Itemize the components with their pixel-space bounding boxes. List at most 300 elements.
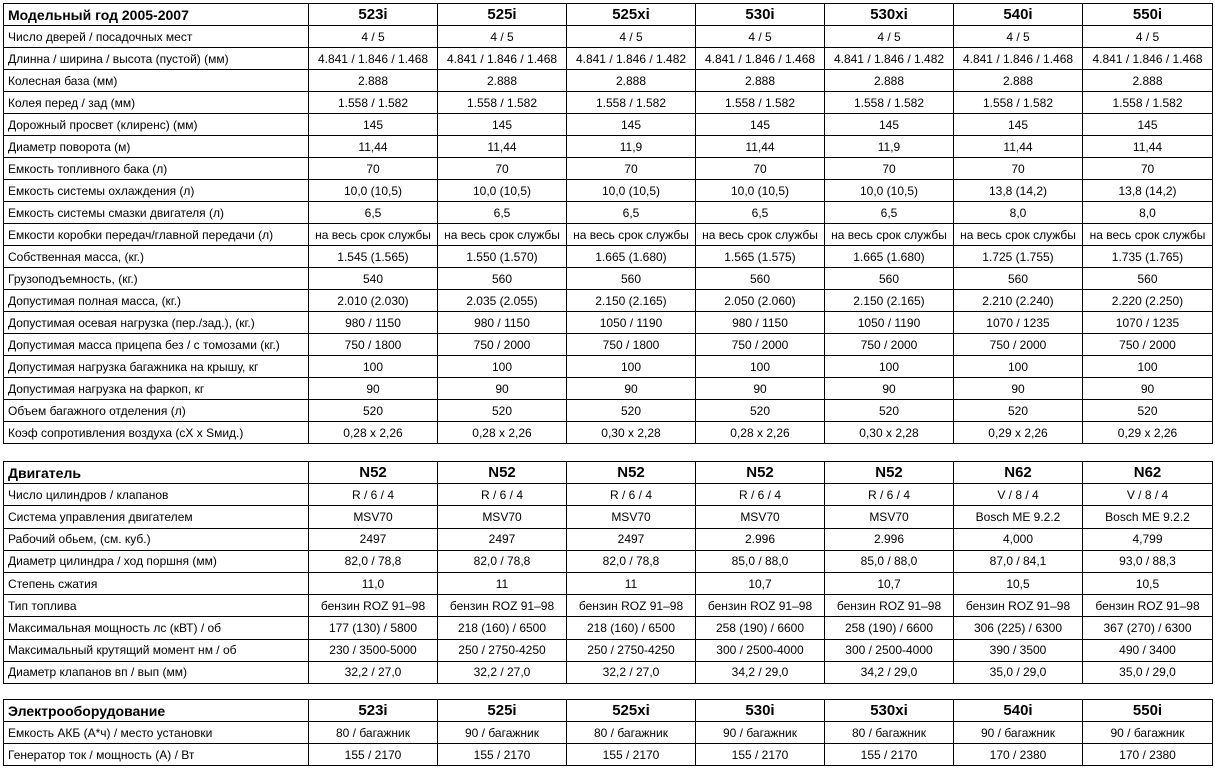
value-cell: 520 [438, 400, 567, 422]
table-row [4, 572, 1213, 594]
value-cell: 560 [825, 268, 954, 290]
value-cell: 390 / 3500 [954, 639, 1083, 661]
value-cell: бензин ROZ 91–98 [1083, 595, 1213, 617]
value-cell: 34,2 / 29,0 [825, 661, 954, 683]
row-label: Максимальная мощность лс (кВТ) / об [4, 617, 309, 639]
value-cell: 8,0 [954, 202, 1083, 224]
value-cell: 0,29 x 2,26 [954, 422, 1083, 444]
model-header-cell: 530i [696, 700, 825, 722]
model-header-cell: 530xi [825, 700, 954, 722]
value-cell: 100 [825, 356, 954, 378]
value-cell: 82,0 / 78,8 [438, 550, 567, 572]
row-label: Емкость АКБ (А*ч) / место установки [4, 722, 309, 744]
value-cell: 145 [696, 114, 825, 136]
value-cell: 145 [825, 114, 954, 136]
value-cell: бензин ROZ 91–98 [696, 595, 825, 617]
row-label: Емкость системы охлаждения (л) [4, 180, 309, 202]
value-cell: 1.545 (1.565) [309, 246, 438, 268]
value-cell: 155 / 2170 [438, 744, 567, 766]
row-label: Емкости коробки передач/главной передачи (л) [4, 224, 309, 246]
value-cell: 980 / 1150 [309, 312, 438, 334]
value-cell: MSV70 [825, 506, 954, 528]
value-cell: 80 / багажник [825, 722, 954, 744]
row-label: Допустимая масса прицепа без / с томозами (кг.) [4, 334, 309, 356]
value-cell: 100 [567, 356, 696, 378]
value-cell: 4,000 [954, 528, 1083, 550]
value-cell: 4.841 / 1.846 / 1.482 [825, 48, 954, 70]
value-cell: 90 [825, 378, 954, 400]
value-cell: 2.050 (2.060) [696, 290, 825, 312]
row-label: Грузоподъемность, (кг.) [4, 268, 309, 290]
value-cell: 32,2 / 27,0 [567, 661, 696, 683]
value-cell: 218 (160) / 6500 [567, 617, 696, 639]
value-cell: 11,44 [309, 136, 438, 158]
value-cell: 2.150 (2.165) [825, 290, 954, 312]
value-cell: 100 [309, 356, 438, 378]
value-cell: R / 6 / 4 [696, 484, 825, 506]
value-cell: 145 [954, 114, 1083, 136]
value-cell: 10,0 (10,5) [696, 180, 825, 202]
value-cell: 4.841 / 1.846 / 1.468 [309, 48, 438, 70]
value-cell: 90 [1083, 378, 1213, 400]
model-header-cell: 550i [1083, 700, 1213, 722]
row-label: Емкость топливного бака (л) [4, 158, 309, 180]
value-cell: 750 / 2000 [825, 334, 954, 356]
value-cell: 155 / 2170 [696, 744, 825, 766]
model-header-cell: 540i [954, 4, 1083, 26]
value-cell: 11,44 [438, 136, 567, 158]
value-cell: на весь срок службы [1083, 224, 1213, 246]
value-cell: на весь срок службы [825, 224, 954, 246]
value-cell: 35,0 / 29,0 [1083, 661, 1213, 683]
row-label: Система управления двигателем [4, 506, 309, 528]
row-label: Допустимая полная масса, (кг.) [4, 290, 309, 312]
value-cell: 2.888 [567, 70, 696, 92]
value-cell: 1.725 (1.755) [954, 246, 1083, 268]
value-cell: 4.841 / 1.846 / 1.468 [696, 48, 825, 70]
table-row [4, 595, 1213, 617]
model-header-cell: 530i [696, 4, 825, 26]
value-cell: 90 [309, 378, 438, 400]
model-header-cell: N52 [825, 462, 954, 484]
value-cell: 100 [696, 356, 825, 378]
value-cell: 6,5 [825, 202, 954, 224]
value-cell: 145 [309, 114, 438, 136]
value-cell: 80 / багажник [567, 722, 696, 744]
value-cell: 1.565 (1.575) [696, 246, 825, 268]
table-row [4, 617, 1213, 639]
value-cell: 11 [567, 572, 696, 594]
table-row [4, 224, 1213, 246]
table-row [4, 356, 1213, 378]
value-cell: 4 / 5 [438, 26, 567, 48]
table-row [4, 70, 1213, 92]
value-cell: 520 [567, 400, 696, 422]
value-cell: 520 [696, 400, 825, 422]
value-cell: 0,28 x 2,26 [438, 422, 567, 444]
value-cell: 1.558 / 1.582 [954, 92, 1083, 114]
table-row [4, 268, 1213, 290]
value-cell: 170 / 2380 [954, 744, 1083, 766]
value-cell: 250 / 2750-4250 [567, 639, 696, 661]
value-cell: 177 (130) / 5800 [309, 617, 438, 639]
value-cell: 520 [825, 400, 954, 422]
row-label: Дорожный просвет (клиренс) (мм) [4, 114, 309, 136]
value-cell: бензин ROZ 91–98 [309, 595, 438, 617]
value-cell: 560 [438, 268, 567, 290]
value-cell: 490 / 3400 [1083, 639, 1213, 661]
value-cell: 230 / 3500-5000 [309, 639, 438, 661]
value-cell: 6,5 [438, 202, 567, 224]
value-cell: 6,5 [567, 202, 696, 224]
model-header-cell: N62 [954, 462, 1083, 484]
value-cell: 750 / 1800 [567, 334, 696, 356]
value-cell: 2.035 (2.055) [438, 290, 567, 312]
model-header-cell: N52 [696, 462, 825, 484]
value-cell: 90 [954, 378, 1083, 400]
row-label: Диаметр цилиндра / ход поршня (мм) [4, 550, 309, 572]
table-row [4, 114, 1213, 136]
value-cell: на весь срок службы [567, 224, 696, 246]
value-cell: 2497 [567, 528, 696, 550]
value-cell: 750 / 2000 [1083, 334, 1213, 356]
value-cell: 1.558 / 1.582 [696, 92, 825, 114]
model-header-cell: N52 [438, 462, 567, 484]
value-cell: 70 [954, 158, 1083, 180]
model-header-cell: 540i [954, 700, 1083, 722]
table-row [4, 661, 1213, 683]
table-row [4, 158, 1213, 180]
value-cell: 2.996 [825, 528, 954, 550]
row-label: Диаметр клапанов вп / вып (мм) [4, 661, 309, 683]
model-header-cell: 525i [438, 700, 567, 722]
model-header-cell: 523i [309, 4, 438, 26]
value-cell: 258 (190) / 6600 [696, 617, 825, 639]
value-cell: 0,30 x 2,28 [825, 422, 954, 444]
value-cell: V / 8 / 4 [954, 484, 1083, 506]
row-label: Колея перед / зад (мм) [4, 92, 309, 114]
value-cell: 0,30 x 2,28 [567, 422, 696, 444]
engine-header-row [4, 462, 1213, 484]
value-cell: 218 (160) / 6500 [438, 617, 567, 639]
value-cell: 32,2 / 27,0 [309, 661, 438, 683]
table-row [4, 312, 1213, 334]
row-label: Число дверей / посадочных мест [4, 26, 309, 48]
value-cell: R / 6 / 4 [825, 484, 954, 506]
value-cell: Bosch ME 9.2.2 [954, 506, 1083, 528]
table-row [4, 92, 1213, 114]
row-label: Допустимая осевая нагрузка (пер./зад.), (кг.) [4, 312, 309, 334]
value-cell: 1050 / 1190 [567, 312, 696, 334]
value-cell: 100 [438, 356, 567, 378]
table-row [4, 506, 1213, 528]
value-cell: 4 / 5 [309, 26, 438, 48]
value-cell: бензин ROZ 91–98 [438, 595, 567, 617]
value-cell: 2497 [438, 528, 567, 550]
value-cell: 1.558 / 1.582 [567, 92, 696, 114]
value-cell: 980 / 1150 [438, 312, 567, 334]
value-cell: 0,28 x 2,26 [696, 422, 825, 444]
value-cell: 2.888 [825, 70, 954, 92]
value-cell: 90 / багажник [696, 722, 825, 744]
value-cell: 540 [309, 268, 438, 290]
table-row [4, 639, 1213, 661]
model-header-cell: 525xi [567, 4, 696, 26]
row-label: Рабочий обьем, (см. куб.) [4, 528, 309, 550]
value-cell: 170 / 2380 [1083, 744, 1213, 766]
table-row [4, 422, 1213, 444]
value-cell: 70 [567, 158, 696, 180]
value-cell: 8,0 [1083, 202, 1213, 224]
value-cell: 300 / 2500-4000 [696, 639, 825, 661]
value-cell: 90 / багажник [438, 722, 567, 744]
value-cell: 520 [309, 400, 438, 422]
value-cell: 4 / 5 [567, 26, 696, 48]
value-cell: 70 [696, 158, 825, 180]
value-cell: 750 / 2000 [438, 334, 567, 356]
value-cell: 80 / багажник [309, 722, 438, 744]
value-cell: 520 [1083, 400, 1213, 422]
value-cell: Bosch ME 9.2.2 [1083, 506, 1213, 528]
model-header-cell: N62 [1083, 462, 1213, 484]
value-cell: MSV70 [309, 506, 438, 528]
value-cell: 11,9 [567, 136, 696, 158]
value-cell: MSV70 [438, 506, 567, 528]
value-cell: 4 / 5 [954, 26, 1083, 48]
row-label: Степень сжатия [4, 572, 309, 594]
value-cell: 93,0 / 88,3 [1083, 550, 1213, 572]
model-header-cell: 523i [309, 700, 438, 722]
value-cell: MSV70 [567, 506, 696, 528]
model-header-cell: 525i [438, 4, 567, 26]
table-row [4, 400, 1213, 422]
value-cell: 4,799 [1083, 528, 1213, 550]
value-cell: 2.888 [696, 70, 825, 92]
value-cell: 6,5 [696, 202, 825, 224]
row-label: Число цилиндров / клапанов [4, 484, 309, 506]
value-cell: 100 [1083, 356, 1213, 378]
value-cell: 1.558 / 1.582 [438, 92, 567, 114]
value-cell: 2.888 [438, 70, 567, 92]
value-cell: 32,2 / 27,0 [438, 661, 567, 683]
value-cell: 750 / 1800 [309, 334, 438, 356]
row-label: Генератор ток / мощность (А) / Вт [4, 744, 309, 766]
value-cell: R / 6 / 4 [309, 484, 438, 506]
value-cell: 70 [1083, 158, 1213, 180]
value-cell: 560 [954, 268, 1083, 290]
row-label: Емкость системы смазки двигателя (л) [4, 202, 309, 224]
value-cell: 0,29 x 2,26 [1083, 422, 1213, 444]
value-cell: 1.558 / 1.582 [309, 92, 438, 114]
value-cell: 90 / багажник [1083, 722, 1213, 744]
value-cell: 4.841 / 1.846 / 1.482 [567, 48, 696, 70]
value-cell: 10,5 [954, 572, 1083, 594]
value-cell: 11,9 [825, 136, 954, 158]
value-cell: 1.550 (1.570) [438, 246, 567, 268]
value-cell: 145 [567, 114, 696, 136]
value-cell: 4.841 / 1.846 / 1.468 [438, 48, 567, 70]
row-label: Максимальный крутящий момент нм / об [4, 639, 309, 661]
value-cell: 750 / 2000 [954, 334, 1083, 356]
value-cell: 2.888 [309, 70, 438, 92]
value-cell: на весь срок службы [954, 224, 1083, 246]
value-cell: 4 / 5 [825, 26, 954, 48]
value-cell: 1.558 / 1.582 [825, 92, 954, 114]
general-specs-table [3, 3, 1213, 444]
value-cell: 10,0 (10,5) [567, 180, 696, 202]
value-cell: 750 / 2000 [696, 334, 825, 356]
engine-specs-table [3, 461, 1213, 684]
value-cell: 100 [954, 356, 1083, 378]
value-cell: 85,0 / 88,0 [696, 550, 825, 572]
value-cell: 4 / 5 [1083, 26, 1213, 48]
row-label: Диаметр поворота (м) [4, 136, 309, 158]
value-cell: 13,8 (14,2) [1083, 180, 1213, 202]
table-row [4, 528, 1213, 550]
value-cell: MSV70 [696, 506, 825, 528]
value-cell: 10,7 [696, 572, 825, 594]
value-cell: бензин ROZ 91–98 [567, 595, 696, 617]
value-cell: R / 6 / 4 [438, 484, 567, 506]
value-cell: 4.841 / 1.846 / 1.468 [954, 48, 1083, 70]
table-row [4, 26, 1213, 48]
value-cell: 70 [438, 158, 567, 180]
table-row [4, 136, 1213, 158]
row-label: Допустимая нагрузка багажника на крышу, кг [4, 356, 309, 378]
value-cell: 2.210 (2.240) [954, 290, 1083, 312]
table-row [4, 202, 1213, 224]
value-cell: 10,5 [1083, 572, 1213, 594]
value-cell: 1070 / 1235 [1083, 312, 1213, 334]
value-cell: 1050 / 1190 [825, 312, 954, 334]
value-cell: 306 (225) / 6300 [954, 617, 1083, 639]
value-cell: 155 / 2170 [309, 744, 438, 766]
row-label: Собственная масса, (кг.) [4, 246, 309, 268]
table-row [4, 484, 1213, 506]
value-cell: 1.665 (1.680) [825, 246, 954, 268]
value-cell: 87,0 / 84,1 [954, 550, 1083, 572]
value-cell: 2.888 [954, 70, 1083, 92]
table-row [4, 246, 1213, 268]
section-title: Двигатель [4, 462, 309, 484]
value-cell: 980 / 1150 [696, 312, 825, 334]
value-cell: на весь срок службы [438, 224, 567, 246]
table-row [4, 722, 1213, 744]
value-cell: 10,0 (10,5) [825, 180, 954, 202]
value-cell: 2.888 [1083, 70, 1213, 92]
row-label: Длинна / ширина / высота (пустой) (мм) [4, 48, 309, 70]
table-row [4, 334, 1213, 356]
value-cell: бензин ROZ 91–98 [954, 595, 1083, 617]
model-header-cell: N52 [567, 462, 696, 484]
value-cell: 11,44 [954, 136, 1083, 158]
value-cell: 145 [1083, 114, 1213, 136]
value-cell: 82,0 / 78,8 [567, 550, 696, 572]
value-cell: 2.220 (2.250) [1083, 290, 1213, 312]
model-header-cell: 525xi [567, 700, 696, 722]
row-label: Объем багажного отделения (л) [4, 400, 309, 422]
table-row [4, 378, 1213, 400]
value-cell: 90 [438, 378, 567, 400]
value-cell: 155 / 2170 [567, 744, 696, 766]
table-row [4, 48, 1213, 70]
value-cell: 70 [825, 158, 954, 180]
value-cell: 10,7 [825, 572, 954, 594]
table-row [4, 180, 1213, 202]
value-cell: на весь срок службы [309, 224, 438, 246]
value-cell: 11,44 [1083, 136, 1213, 158]
value-cell: 70 [309, 158, 438, 180]
value-cell: 258 (190) / 6600 [825, 617, 954, 639]
row-label: Колесная база (мм) [4, 70, 309, 92]
value-cell: V / 8 / 4 [1083, 484, 1213, 506]
value-cell: 4.841 / 1.846 / 1.468 [1083, 48, 1213, 70]
value-cell: 6,5 [309, 202, 438, 224]
value-cell: 4 / 5 [696, 26, 825, 48]
value-cell: 560 [696, 268, 825, 290]
value-cell: на весь срок службы [696, 224, 825, 246]
table-row [4, 290, 1213, 312]
value-cell: 90 [567, 378, 696, 400]
value-cell: 520 [954, 400, 1083, 422]
model-header-cell: 550i [1083, 4, 1213, 26]
general-header-row [4, 4, 1213, 26]
value-cell: 11,0 [309, 572, 438, 594]
value-cell: бензин ROZ 91–98 [825, 595, 954, 617]
value-cell: 1.735 (1.765) [1083, 246, 1213, 268]
table-row [4, 744, 1213, 766]
table-row [4, 550, 1213, 572]
value-cell: 13,8 (14,2) [954, 180, 1083, 202]
value-cell: 82,0 / 78,8 [309, 550, 438, 572]
value-cell: 34,2 / 29,0 [696, 661, 825, 683]
value-cell: 560 [1083, 268, 1213, 290]
value-cell: 145 [438, 114, 567, 136]
value-cell: R / 6 / 4 [567, 484, 696, 506]
row-label: Допустимая нагрузка на фаркоп, кг [4, 378, 309, 400]
value-cell: 300 / 2500-4000 [825, 639, 954, 661]
value-cell: 2.150 (2.165) [567, 290, 696, 312]
value-cell: 1070 / 1235 [954, 312, 1083, 334]
value-cell: 10,0 (10,5) [309, 180, 438, 202]
section-title: Модельный год 2005-2007 [4, 4, 309, 26]
value-cell: 2.996 [696, 528, 825, 550]
value-cell: 367 (270) / 6300 [1083, 617, 1213, 639]
value-cell: 90 / багажник [954, 722, 1083, 744]
value-cell: 85,0 / 88,0 [825, 550, 954, 572]
value-cell: 560 [567, 268, 696, 290]
model-header-cell: 530xi [825, 4, 954, 26]
row-label: Тип топлива [4, 595, 309, 617]
value-cell: 0,28 x 2,26 [309, 422, 438, 444]
row-label: Коэф сопротивления воздуха (cX x Sмид.) [4, 422, 309, 444]
value-cell: 1.558 / 1.582 [1083, 92, 1213, 114]
value-cell: 10,0 (10,5) [438, 180, 567, 202]
value-cell: 35,0 / 29,0 [954, 661, 1083, 683]
value-cell: 11 [438, 572, 567, 594]
electrical-specs-table [3, 699, 1213, 766]
electrical-header-row [4, 700, 1213, 722]
model-header-cell: N52 [309, 462, 438, 484]
value-cell: 155 / 2170 [825, 744, 954, 766]
value-cell: 2.010 (2.030) [309, 290, 438, 312]
value-cell: 250 / 2750-4250 [438, 639, 567, 661]
value-cell: 1.665 (1.680) [567, 246, 696, 268]
section-title: Электрооборудование [4, 700, 309, 722]
value-cell: 11,44 [696, 136, 825, 158]
value-cell: 2497 [309, 528, 438, 550]
value-cell: 90 [696, 378, 825, 400]
